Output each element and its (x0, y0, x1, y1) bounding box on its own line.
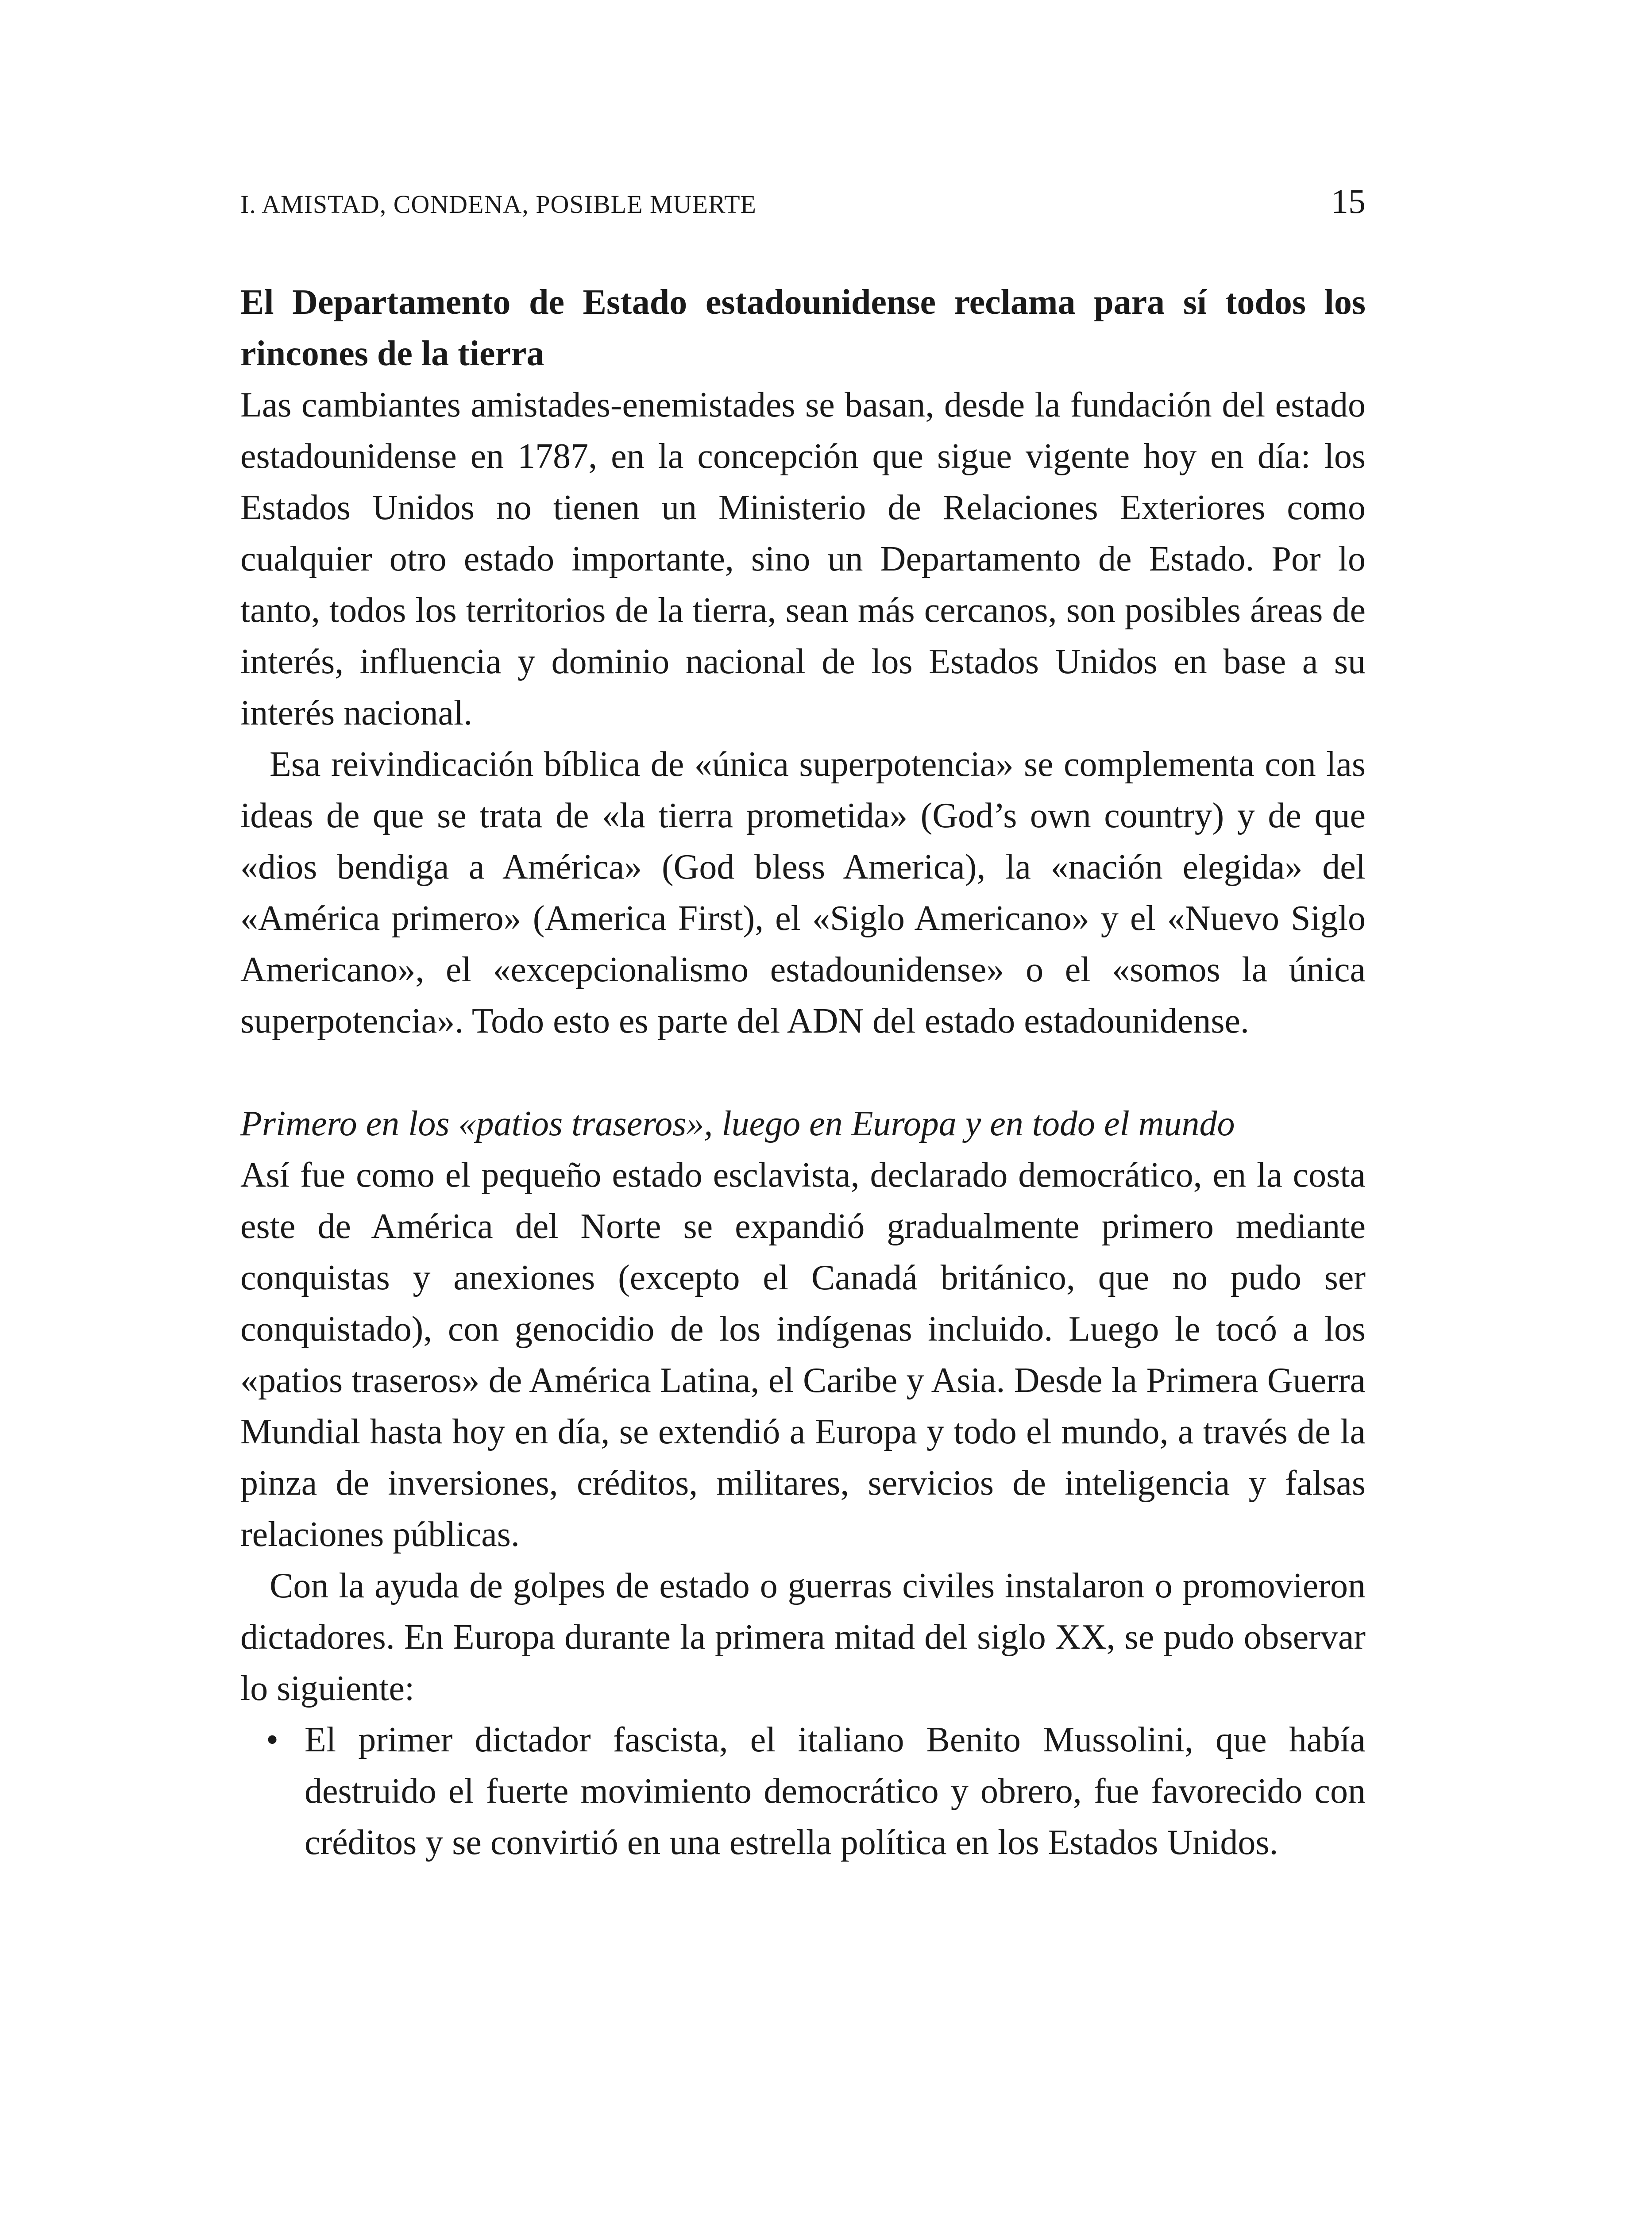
page-body (240, 277, 1366, 1868)
running-header (240, 181, 1366, 221)
list-item (240, 1714, 1366, 1868)
body-paragraph: Con la ayuda de golpes de estado o guerras civiles instalaron o promovieron dictadores. En Europa durante la primera mitad del siglo XX, se pudo observar lo siguiente: (240, 1566, 1366, 1708)
page-number: 15 (1331, 182, 1366, 220)
body-paragraph: Las cambiantes amistades-enemistades se basan, desde la fundación del estado estadounidense en 1787, en la concepción que sigue vigente hoy en día: los Estados Unidos no tienen un Ministerio de Relaciones Exteriores como cualquier otro estado importante, sino un Departamento de Estado. Por lo tanto, todos los territorios de la tierra, sean más cercanos, son posibles áreas de interés, influencia y dominio nacional de los Estados Unidos en base a su interés nacional. (240, 386, 1366, 733)
section-heading-backyards: Primero en los «patios traseros», luego en Europa y en todo el mundo (240, 1104, 1235, 1143)
list-item-text: El primer dictador fascista, el italiano Benito Mussolini, que había destruido el fuerte movimiento democrático y obrero, fue favorecido con créditos y se convirtió en una estrella política en los Estados Unidos. (305, 1720, 1366, 1862)
body-paragraph: Así fue como el pequeño estado esclavista, declarado democrático, en la costa este de América del Norte se expandió gradualmente primero mediante conquistas y anexiones (excepto el Canadá británico, que no pudo ser conquistado), con genocidio de los indígenas incluido. Luego le tocó a los «patios traseros» de América Latina, el Caribe y Asia. Desde la Primera Guerra Mundial hasta hoy en día, se extendió a Europa y todo el mundo, a través de la pinza de inversiones, créditos, militares, servicios de inteligencia y falsas relaciones públicas. (240, 1156, 1366, 1554)
bullet-icon: • (266, 1720, 279, 1759)
section-heading-state-department: El Departamento de Estado estadounidense reclama para sí todos los rincones de la tierra (240, 283, 1366, 373)
section-spacer (240, 1047, 1366, 1098)
running-title: I. AMISTAD, CONDENA, POSIBLE MUERTE (240, 190, 757, 219)
book-page (240, 0, 1366, 2213)
bullet-list (240, 1714, 1366, 1868)
body-paragraph: Esa reivindicación bíblica de «única superpotencia» se complementa con las ideas de que se trata de «la tierra prometida» (God’s own country) y de que «dios bendiga a América» (God bless America), la «nación elegida» del «América primero» (America First), el «Siglo Americano» y el «Nuevo Siglo Americano», el «excepcionalismo estadounidense» o el «somos la única superpotencia». Todo esto es parte del ADN del estado estadounidense. (240, 745, 1366, 1041)
